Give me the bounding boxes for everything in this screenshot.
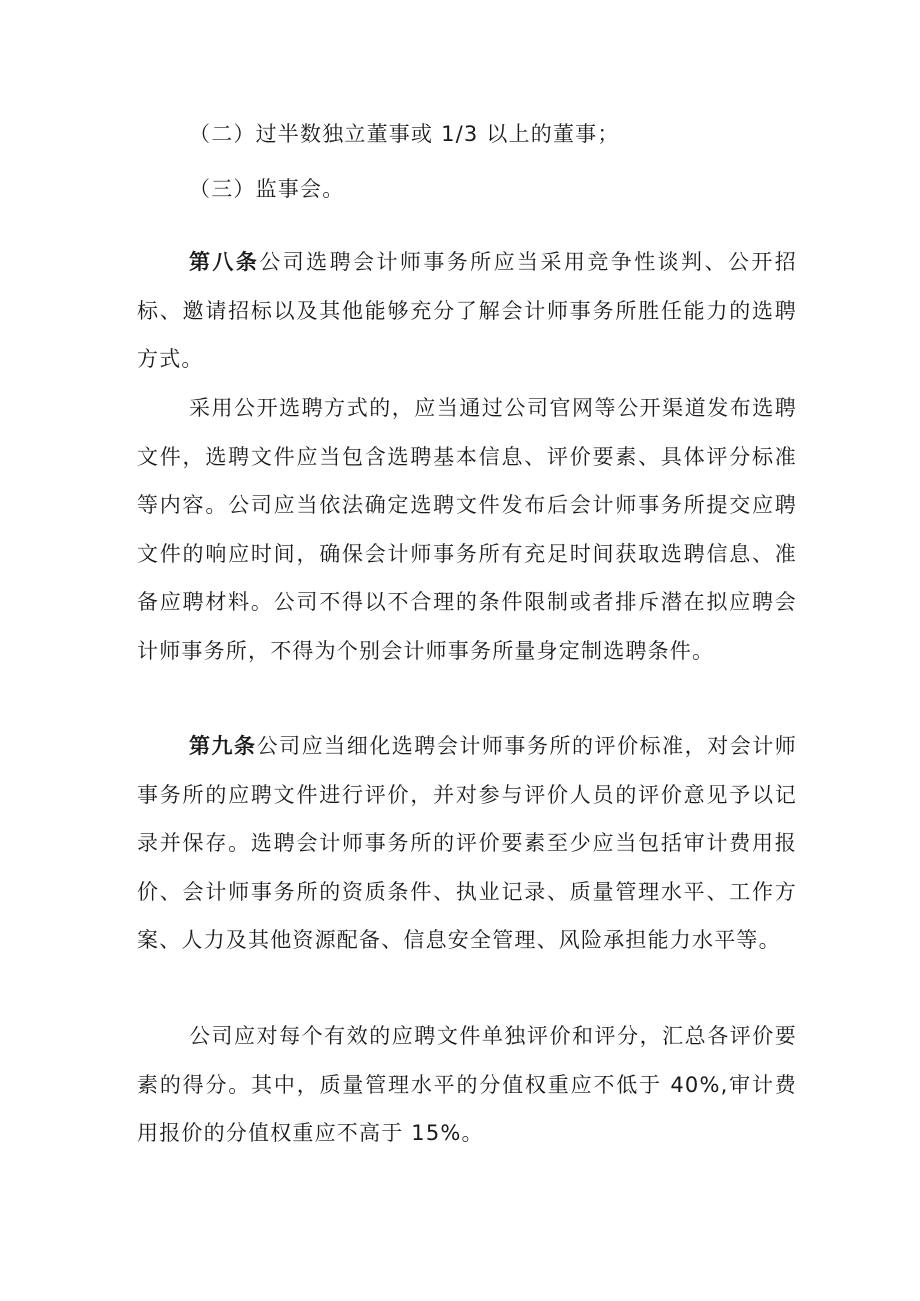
article-9 [137, 722, 797, 965]
paragraph-text: （二）过半数独立董事或 1/3 以上的董事； [189, 122, 620, 146]
paragraph-text: 公司选聘会计师事务所应当采用竞争性谈判、公开招标、邀请招标以及其他能够充分了解会计师事务所胜任能力的选聘方式。 [137, 250, 797, 371]
clause-item-3 [137, 165, 797, 214]
article-8 [137, 238, 797, 384]
article-9-scoring [137, 1012, 797, 1158]
article-heading: 第八条 [189, 250, 260, 274]
article-8-public-selection [137, 384, 797, 675]
paragraph-text: 公司应对每个有效的应聘文件单独评价和评分，汇总各评价要素的得分。其中，质量管理水平的分值权重应不低于 40%,审计费用报价的分值权重应不高于 15%。 [137, 1024, 797, 1145]
paragraph-text: 公司应当细化选聘会计师事务所的评价标准，对会计师事务所的应聘文件进行评价，并对参与评价人员的评价意见予以记录并保存。选聘会计师事务所的评价要素至少应当包括审计费用报价、会计师事务所的资质条件、执业记录、质量管理水平、工作方案、人力及其他资源配备、信息安全管理、风险承担能力水平等。 [137, 734, 797, 952]
article-heading: 第九条 [189, 734, 257, 758]
paragraph-text: （三）监事会。 [189, 177, 345, 201]
clause-item-2 [137, 110, 797, 159]
paragraph-text: 采用公开选聘方式的，应当通过公司官网等公开渠道发布选聘文件，选聘文件应当包含选聘基本信息、评价要素、具体评分标准等内容。公司应当依法确定选聘文件发布后会计师事务所提交应聘文件的响应时间，确保会计师事务所有充足时间获取选聘信息、准备应聘材料。公司不得以不合理的条件限制或者排斥潜在拟应聘会计师事务所，不得为个别会计师事务所量身定制选聘条件。 [137, 396, 797, 663]
